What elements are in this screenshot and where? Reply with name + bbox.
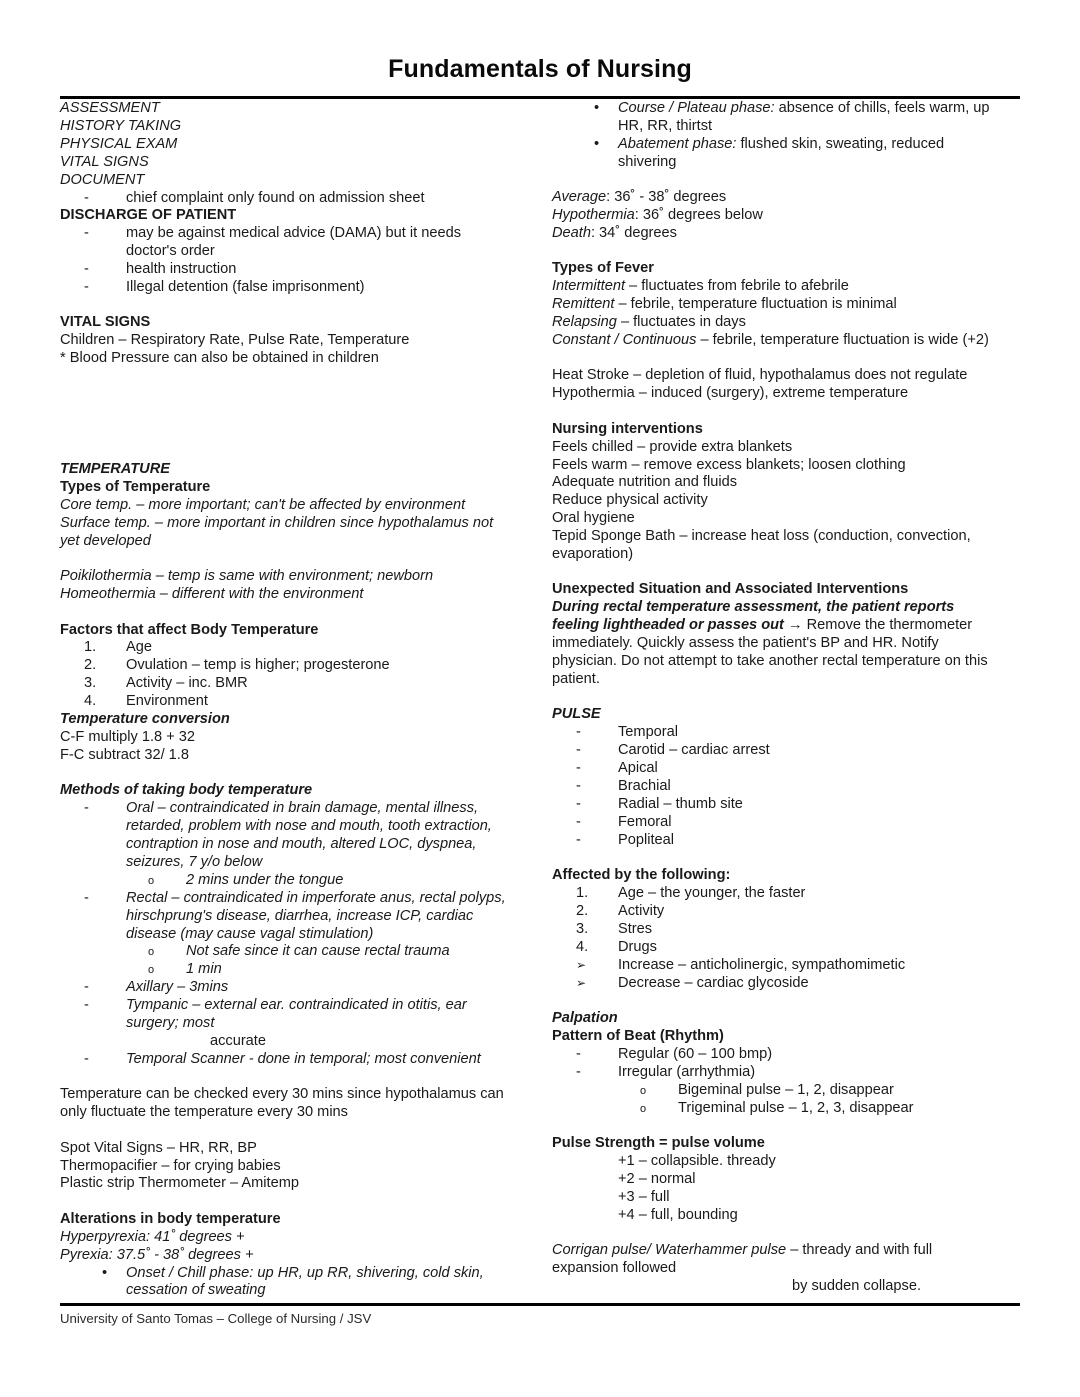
number-marker: 3. <box>576 920 589 937</box>
spacer <box>60 1069 512 1087</box>
list-item <box>552 885 1000 903</box>
number-marker: 2. <box>576 902 589 919</box>
footer-text: University of Santo Tomas – College of Nursing / JSV <box>60 1311 372 1326</box>
dash-marker: - <box>84 225 89 242</box>
dash-marker: - <box>84 889 89 906</box>
spacer <box>552 1117 1000 1135</box>
dash-marker: - <box>576 778 581 794</box>
list-item-label: Trigeminal pulse – 1, 2, 3, disappear <box>678 1099 914 1116</box>
thermia-line: Homeothermia – different with the environment <box>60 586 364 603</box>
dash-marker: - <box>576 760 581 777</box>
list-item <box>60 279 512 297</box>
list-item <box>552 1046 1000 1064</box>
heat-line: Hypothermia – induced (surgery), extreme temperature <box>552 385 909 402</box>
dash-marker: - <box>84 997 89 1014</box>
list-item-label: Increase – anticholinergic, sympathomimetic <box>618 956 906 973</box>
nursing-item: Feels warm – remove excess blankets; loosen clothing <box>552 456 906 473</box>
phase-label: Course / Plateau phase: <box>618 100 775 116</box>
corrigan-line <box>552 1242 1000 1278</box>
list-item <box>60 890 512 944</box>
dash-marker: - <box>84 979 89 996</box>
list-item-label: Stres <box>618 920 653 937</box>
list-item-label: Temporal Scanner - done in temporal; most convenient <box>126 1050 481 1067</box>
dash-marker: - <box>84 800 89 817</box>
temperature-heading: TEMPERATURE <box>60 461 170 478</box>
list-item <box>552 921 1000 939</box>
unexpected-rest-text: Remove the thermometer immediately. Quickly assess the patient's BP and HR. Notify physician. Do not attempt to take another rectal temperature on this patient. <box>552 617 988 687</box>
assessment-line: DOCUMENT <box>60 171 145 188</box>
number-marker: 1. <box>576 885 589 902</box>
list-item <box>60 657 512 675</box>
list-item <box>552 975 1000 993</box>
list-item <box>60 190 512 208</box>
list-item <box>60 675 512 693</box>
fever-text: – febrile, temperature fluctuation is minimal <box>614 296 897 313</box>
fever-text: – fluctuates in days <box>616 314 746 331</box>
strength-heading: Pulse Strength = pulse volume <box>552 1134 765 1151</box>
list-item <box>60 979 512 997</box>
circle-marker: o <box>148 946 155 959</box>
list-item-label: Radial – thumb site <box>618 795 743 812</box>
conversion-heading: Temperature conversion <box>60 711 230 728</box>
check-interval-text: Temperature can be checked every 30 mins since hypothalamus can only fluctuate the temperature every 30 mins <box>60 1086 504 1121</box>
spacer <box>552 689 1000 707</box>
list-item <box>60 961 512 979</box>
range-line <box>552 225 1000 243</box>
bullet-marker: • <box>594 100 600 116</box>
spacer <box>552 564 1000 582</box>
list-item <box>552 814 1000 832</box>
fever-text: – fluctuates from febrile to afebrile <box>625 278 849 295</box>
list-item-label: Decrease – cardiac glycoside <box>618 974 809 991</box>
list-item-label: Activity <box>618 902 665 919</box>
list-item <box>552 724 1000 742</box>
fever-label: Constant / Continuous <box>552 331 697 348</box>
heat-line: Heat Stroke – depletion of fluid, hypothalamus does not regulate <box>552 367 968 384</box>
pattern-heading: Pattern of Beat (Rhythm) <box>552 1027 724 1044</box>
unexpected-heading: Unexpected Situation and Associated Interventions <box>552 581 909 598</box>
fever-label: Intermittent <box>552 278 625 295</box>
number-marker: 3. <box>84 675 97 692</box>
header-rule <box>60 96 1020 99</box>
range-value: : 34˚ degrees <box>590 224 677 241</box>
accurate-line: accurate <box>210 1032 266 1049</box>
dash-marker: - <box>576 813 581 830</box>
spacer <box>60 1122 512 1140</box>
alterations-heading: Alterations in body temperature <box>60 1210 281 1227</box>
list-item-label: Brachial <box>618 778 671 794</box>
range-label: Death <box>552 224 591 241</box>
list-item-label: Irregular (arrhythmia) <box>618 1063 756 1080</box>
nursing-item: Tepid Sponge Bath – increase heat loss (conduction, convection, evaporation) <box>552 528 971 563</box>
strength-item: +3 – full <box>618 1188 670 1205</box>
list-item <box>552 1100 1000 1118</box>
list-item <box>552 957 1000 975</box>
number-marker: 4. <box>576 938 589 955</box>
list-item-label: Environment <box>126 693 208 710</box>
strength-item: +2 – normal <box>618 1170 696 1187</box>
spacer <box>552 850 1000 868</box>
vital-signs-heading: VITAL SIGNS <box>60 314 151 331</box>
device-line: Thermopacifier – for crying babies <box>60 1157 281 1174</box>
list-item-label: Carotid – cardiac arrest <box>618 742 770 759</box>
list-item <box>552 1082 1000 1100</box>
list-item <box>60 639 512 657</box>
list-item <box>552 136 1000 172</box>
list-item-label: Bigeminal pulse – 1, 2, disappear <box>678 1081 894 1098</box>
corrigan-label: Corrigan pulse/ Waterhammer pulse <box>552 1241 787 1258</box>
spacer <box>552 1224 1000 1242</box>
dash-marker: - <box>576 1045 581 1062</box>
list-item <box>60 1265 512 1301</box>
nursing-item: Adequate nutrition and fluids <box>552 474 737 491</box>
nursing-item: Feels chilled – provide extra blankets <box>552 438 793 455</box>
corrigan-tail: by sudden collapse. <box>792 1277 921 1294</box>
vital-signs-line: * Blood Pressure can also be obtained in children <box>60 350 379 367</box>
dash-marker: - <box>84 189 89 206</box>
list-item <box>552 778 1000 796</box>
alteration-line: Hyperpyrexia: 41˚ degrees + <box>60 1228 245 1245</box>
spacer <box>60 765 512 783</box>
list-item <box>552 760 1000 778</box>
assessment-line: PHYSICAL EXAM <box>60 135 178 152</box>
nursing-item: Reduce physical activity <box>552 492 708 509</box>
vital-signs-line: Children – Respiratory Rate, Pulse Rate, Temperature <box>60 332 410 349</box>
assessment-line: ASSESSMENT <box>60 100 160 116</box>
palpation-heading: Palpation <box>552 1009 618 1026</box>
dash-marker: - <box>84 261 89 278</box>
fever-type <box>552 296 1000 314</box>
fever-label: Remittent <box>552 296 615 313</box>
factors-heading: Factors that affect Body Temperature <box>60 621 319 638</box>
list-item-label: Temporal <box>618 724 679 741</box>
dash-marker: - <box>84 1050 89 1067</box>
fever-type <box>552 314 1000 332</box>
list-item <box>60 800 512 872</box>
number-marker: 1. <box>84 639 97 656</box>
range-line <box>552 189 1000 207</box>
list-item-label: Axillary – 3mins <box>126 979 229 996</box>
range-line <box>552 207 1000 225</box>
fever-type <box>552 332 1000 350</box>
spacer <box>60 551 512 569</box>
list-item <box>552 100 1000 136</box>
pulse-heading: PULSE <box>552 706 601 723</box>
fever-text: – febrile, temperature fluctuation is wide (+2) <box>696 331 989 348</box>
page-title-block <box>60 56 1020 84</box>
list-item-label: may be against medical advice (DAMA) but it needs doctor's order <box>126 225 462 260</box>
list-item-label: Not safe since it can cause rectal trauma <box>186 943 450 960</box>
spacer <box>552 243 1000 261</box>
strength-item: +1 – collapsible. thready <box>618 1152 776 1169</box>
page-title: Fundamentals of Nursing <box>388 55 692 83</box>
list-item-label: chief complaint only found on admission sheet <box>126 189 425 206</box>
list-item <box>552 939 1000 957</box>
arrowhead-marker: ➢ <box>576 957 587 972</box>
corrigan-text: – thready and with full expansion followed <box>552 1241 933 1276</box>
nursing-heading: Nursing interventions <box>552 420 703 437</box>
circle-marker: o <box>148 874 155 887</box>
spacer <box>60 1193 512 1211</box>
list-item-label: Apical <box>618 760 658 777</box>
affected-heading: Affected by the following: <box>552 867 731 884</box>
list-item-label: Oral – contraindicated in brain damage, mental illness, retarded, problem with nose and mouth, tooth extraction, contraption in nose and mouth, altered LOC, dyspnea, seizures, 7 y/o below <box>126 800 492 870</box>
list-item <box>60 261 512 279</box>
temperature-type: Core temp. – more important; can't be affected by environment <box>60 497 466 513</box>
list-item-label: Rectal – contraindicated in imperforate anus, rectal polyps, hirschprung's disease, diarrhea, increase ICP, cardiac disease (may cause vagal stimulation) <box>126 889 506 942</box>
nursing-item: Oral hygiene <box>552 510 635 527</box>
list-item-label: Femoral <box>618 813 672 830</box>
spacer <box>60 368 512 461</box>
device-line: Spot Vital Signs – HR, RR, BP <box>60 1139 257 1156</box>
circle-marker: o <box>148 964 155 977</box>
conversion-line: C-F multiply 1.8 + 32 <box>60 728 196 745</box>
number-marker: 4. <box>84 693 97 710</box>
number-marker: 2. <box>84 657 97 674</box>
list-item-label: Age – the younger, the faster <box>618 885 806 902</box>
device-line: Plastic strip Thermometer – Amitemp <box>60 1175 299 1192</box>
list-item-label: Drugs <box>618 938 657 955</box>
list-item-label: Activity – inc. BMR <box>126 675 248 692</box>
dash-marker: - <box>576 1063 581 1080</box>
list-item <box>552 796 1000 814</box>
strength-item: +4 – full, bounding <box>618 1206 738 1223</box>
list-item-label: Onset / Chill phase: up HR, up RR, shivering, cold skin, cessation of sweating <box>126 1264 484 1299</box>
unexpected-paragraph <box>552 599 1000 689</box>
fever-type <box>552 278 1000 296</box>
range-value: : 36˚ degrees below <box>634 207 763 224</box>
range-value: : 36˚ - 38˚ degrees <box>606 189 727 206</box>
bullet-marker: • <box>594 135 600 152</box>
temperature-type: Surface temp. – more important in children since hypothalamus not yet developed <box>60 514 494 549</box>
dash-marker: - <box>576 795 581 812</box>
list-item-label: 1 min <box>186 961 222 978</box>
list-item <box>552 1064 1000 1082</box>
phase-label: Abatement phase: <box>618 135 737 152</box>
footer-rule <box>60 1303 1020 1306</box>
bullet-marker: • <box>102 1264 108 1281</box>
range-label: Average <box>552 189 607 206</box>
list-item <box>60 1051 512 1069</box>
list-item-label: Tympanic – external ear. contraindicated in otitis, ear surgery; most <box>126 997 467 1032</box>
circle-marker: o <box>640 1084 647 1097</box>
alteration-line: Pyrexia: 37.5˚ - 38˚ degrees + <box>60 1246 254 1263</box>
conversion-line: F-C subtract 32/ 1.8 <box>60 746 189 763</box>
list-item <box>552 832 1000 850</box>
list-item <box>60 693 512 711</box>
spacer <box>552 172 1000 190</box>
phase-text: absence of chills, feels warm, up HR, RR, thirtst <box>618 100 990 134</box>
spacer <box>60 297 512 315</box>
list-item <box>552 742 1000 760</box>
types-of-temperature-heading: Types of Temperature <box>60 479 211 496</box>
spacer <box>552 403 1000 421</box>
discharge-heading: DISCHARGE OF PATIENT <box>60 207 237 224</box>
fever-label: Relapsing <box>552 314 617 331</box>
dash-marker: - <box>576 831 581 848</box>
fever-heading: Types of Fever <box>552 260 654 277</box>
thermia-line: Poikilothermia – temp is same with environment; newborn <box>60 568 434 585</box>
arrowhead-marker: ➢ <box>576 975 587 990</box>
list-item-label: Popliteal <box>618 831 674 848</box>
list-item <box>60 997 512 1033</box>
list-item <box>60 872 512 890</box>
unexpected-bold-text: During rectal temperature assessment, the patient reports feeling lightheaded or passes out <box>552 599 955 634</box>
list-item-label: Regular (60 – 100 bmp) <box>618 1045 773 1062</box>
circle-marker: o <box>640 1102 647 1115</box>
list-item <box>60 943 512 961</box>
dash-marker: - <box>576 742 581 759</box>
list-item-label: health instruction <box>126 261 237 278</box>
list-item-label: Illegal detention (false imprisonment) <box>126 279 365 296</box>
two-column-body <box>60 100 1020 1300</box>
list-item-label: Age <box>126 639 152 656</box>
list-item <box>60 225 512 261</box>
list-item-label: Ovulation – temp is higher; progesterone <box>126 657 390 674</box>
range-label: Hypothermia <box>552 207 635 224</box>
right-column <box>530 100 1000 1300</box>
arrow-icon: → <box>787 617 803 634</box>
assessment-line: VITAL SIGNS <box>60 153 149 170</box>
dash-marker: - <box>576 724 581 741</box>
spacer <box>552 992 1000 1010</box>
assessment-line: HISTORY TAKING <box>60 117 182 134</box>
list-item-label: 2 mins under the tongue <box>186 871 344 888</box>
methods-heading: Methods of taking body temperature <box>60 782 313 799</box>
phase-text: flushed skin, sweating, reduced shivering <box>618 135 945 170</box>
dash-marker: - <box>84 279 89 296</box>
list-item <box>552 903 1000 921</box>
spacer <box>60 604 512 622</box>
spacer <box>552 350 1000 368</box>
left-column <box>60 100 530 1300</box>
